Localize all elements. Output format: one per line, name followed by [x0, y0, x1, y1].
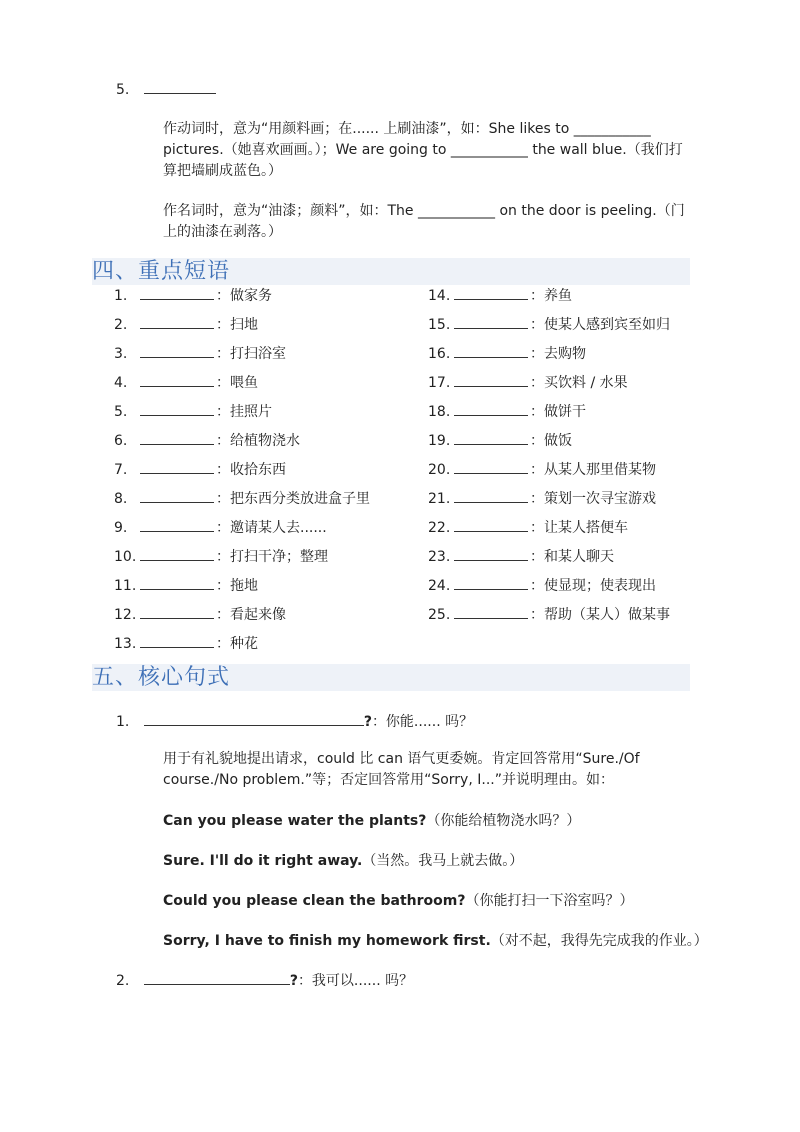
phrase-meaning: ：把东西分类放进盒子里 — [216, 491, 370, 507]
phrase-number: 15. — [428, 317, 451, 333]
noun-usage-text: 作名词时，意为“油漆；颜料”，如：The ___________ on the door is peeling.（门上的油漆在剥落。） — [163, 203, 685, 240]
phrase-number: 4. — [114, 375, 128, 391]
section-heading-text: 四、重点短语 — [92, 259, 231, 284]
phrase-meaning: ：让某人搭便车 — [530, 520, 628, 536]
verb-usage-text: 作动词时，意为“用颜料画；在...... 上刷油漆”，如：She likes to ___________ pictures.（她喜欢画画。）；We are going to ___________ the wall blue.（我们打算把墙刷成蓝色。） — [163, 121, 683, 179]
example-chinese: （对不起，我得先完成我的作业。） — [490, 933, 708, 949]
answer-blank[interactable] — [140, 519, 214, 532]
answer-blank[interactable] — [140, 577, 214, 590]
answer-blank[interactable] — [140, 287, 214, 300]
phrase-number: 9. — [114, 520, 128, 536]
phrase-item — [114, 459, 286, 479]
phrase-meaning: ：做饼干 — [530, 404, 586, 420]
answer-blank[interactable] — [144, 972, 290, 985]
example-english: Can you please water the plants? — [163, 813, 427, 829]
phrase-number: 20. — [428, 462, 451, 478]
phrase-item — [114, 546, 328, 566]
answer-blank[interactable] — [140, 606, 214, 619]
example-english: Sure. I'll do it right away. — [163, 853, 363, 869]
item-number-label: 2. — [116, 973, 130, 989]
phrase-meaning: ：使显现；使表现出 — [530, 578, 656, 594]
phrase-item — [114, 575, 258, 595]
phrase-number: 12. — [114, 607, 137, 623]
phrase-item — [428, 343, 586, 363]
phrase-number: 22. — [428, 520, 451, 536]
phrase-meaning: ：买饮料 / 水果 — [530, 375, 628, 391]
section-heading-text: 五、核心句式 — [92, 665, 231, 690]
phrase-meaning: ：拖地 — [216, 578, 258, 594]
answer-blank[interactable] — [454, 316, 528, 329]
phrase-meaning: ：和某人聊天 — [530, 549, 614, 565]
phrase-meaning: ：邀请某人去...... — [216, 520, 327, 536]
phrase-number: 21. — [428, 491, 451, 507]
phrase-number: 24. — [428, 578, 451, 594]
answer-blank[interactable] — [454, 577, 528, 590]
phrase-item — [114, 285, 272, 305]
answer-blank[interactable] — [454, 461, 528, 474]
phrase-number: 6. — [114, 433, 128, 449]
phrase-number: 7. — [114, 462, 128, 478]
example-chinese: （你能打扫一下浴室吗？） — [465, 893, 634, 909]
sentence-meaning: ：我可以...... 吗？ — [297, 973, 414, 989]
answer-blank[interactable] — [454, 548, 528, 561]
phrase-number: 5. — [114, 404, 128, 420]
phrase-item — [428, 517, 628, 537]
phrase-item — [114, 372, 258, 392]
phrase-meaning: ：打扫浴室 — [216, 346, 286, 362]
phrase-item — [428, 285, 572, 305]
answer-blank[interactable] — [140, 635, 214, 648]
answer-blank[interactable] — [140, 461, 214, 474]
phrase-number: 1. — [114, 288, 128, 304]
phrase-meaning: ：扫地 — [216, 317, 258, 333]
phrase-number: 17. — [428, 375, 451, 391]
phrase-number: 2. — [114, 317, 128, 333]
phrase-item — [428, 372, 628, 392]
phrase-item — [428, 604, 670, 624]
answer-blank[interactable] — [140, 432, 214, 445]
phrase-item — [114, 604, 286, 624]
answer-blank[interactable] — [140, 374, 214, 387]
answer-blank[interactable] — [454, 287, 528, 300]
phrase-meaning: ：喂鱼 — [216, 375, 258, 391]
phrase-meaning: ：去购物 — [530, 346, 586, 362]
answer-blank[interactable] — [454, 403, 528, 416]
phrase-item — [114, 314, 258, 334]
answer-blank[interactable] — [140, 490, 214, 503]
phrase-meaning: ：打扫干净；整理 — [216, 549, 328, 565]
answer-blank[interactable] — [454, 606, 528, 619]
example-english: Could you please clean the bathroom? — [163, 893, 466, 909]
example-sentence — [163, 850, 523, 870]
sentence-meaning: ：你能...... 吗？ — [371, 714, 474, 730]
usage-explanation — [163, 749, 693, 791]
example-sentence — [163, 930, 708, 950]
phrase-item — [428, 459, 656, 479]
section-heading-core-sentences — [92, 664, 690, 691]
question-mark: ? — [289, 973, 298, 989]
phrase-item — [114, 633, 258, 653]
phrase-number: 18. — [428, 404, 451, 420]
sentence-item-2 — [116, 970, 413, 990]
phrase-number: 11. — [114, 578, 137, 594]
phrase-meaning: ：从某人那里借某物 — [530, 462, 656, 478]
phrase-item — [428, 314, 670, 334]
answer-blank[interactable] — [140, 548, 214, 561]
example-chinese: （你能给植物浇水吗？） — [426, 813, 581, 829]
answer-blank[interactable] — [140, 345, 214, 358]
verb-usage-paragraph — [163, 119, 693, 182]
phrase-number: 8. — [114, 491, 128, 507]
example-sentence — [163, 810, 580, 830]
phrase-number: 3. — [114, 346, 128, 362]
phrase-item — [428, 546, 614, 566]
phrase-meaning: ：做饭 — [530, 433, 572, 449]
phrase-item — [114, 343, 286, 363]
phrase-item — [428, 430, 572, 450]
phrase-number: 19. — [428, 433, 451, 449]
phrase-item — [114, 517, 327, 537]
item-number-label: 1. — [116, 714, 130, 730]
phrase-meaning: ：种花 — [216, 636, 258, 652]
example-sentence — [163, 890, 634, 910]
item-number-label: 5. — [116, 82, 130, 98]
noun-usage-paragraph — [163, 201, 693, 243]
phrase-meaning: ：收拾东西 — [216, 462, 286, 478]
phrase-item — [114, 401, 272, 421]
answer-blank[interactable] — [454, 519, 528, 532]
phrase-item — [114, 430, 300, 450]
answer-blank[interactable] — [454, 345, 528, 358]
answer-blank[interactable] — [454, 432, 528, 445]
answer-blank[interactable] — [140, 316, 214, 329]
example-english: Sorry, I have to finish my homework first. — [163, 933, 491, 949]
usage-explanation-text: 用于有礼貌地提出请求，could 比 can 语气更委婉。肯定回答常用“Sure./Of course./No problem.”等；否定回答常用“Sorry, I...”并说明理由。如： — [163, 751, 640, 788]
phrase-number: 16. — [428, 346, 451, 362]
section-heading-key-phrases — [92, 258, 690, 285]
sentence-item-1 — [116, 711, 473, 731]
answer-blank[interactable] — [454, 374, 528, 387]
phrase-meaning: ：养鱼 — [530, 288, 572, 304]
phrase-meaning: ：给植物浇水 — [216, 433, 300, 449]
phrase-item — [428, 575, 656, 595]
item-number — [116, 81, 216, 98]
phrase-meaning: ：挂照片 — [216, 404, 272, 420]
answer-blank[interactable] — [140, 403, 214, 416]
answer-blank[interactable] — [454, 490, 528, 503]
phrase-item — [428, 488, 656, 508]
question-mark: ? — [363, 714, 372, 730]
phrase-number: 25. — [428, 607, 451, 623]
phrase-number: 23. — [428, 549, 451, 565]
phrase-meaning: ：看起来像 — [216, 607, 286, 623]
phrase-meaning: ：策划一次寻宝游戏 — [530, 491, 656, 507]
phrase-meaning: ：做家务 — [216, 288, 272, 304]
phrase-item — [114, 488, 370, 508]
phrase-meaning: ：使某人感到宾至如归 — [530, 317, 670, 333]
phrase-item — [428, 401, 586, 421]
answer-blank[interactable] — [144, 81, 216, 94]
example-chinese: （当然。我马上就去做。） — [362, 853, 524, 869]
answer-blank[interactable] — [144, 713, 364, 726]
phrase-number: 13. — [114, 636, 137, 652]
phrase-meaning: ：帮助（某人）做某事 — [530, 607, 670, 623]
phrase-number: 10. — [114, 549, 137, 565]
phrase-number: 14. — [428, 288, 451, 304]
